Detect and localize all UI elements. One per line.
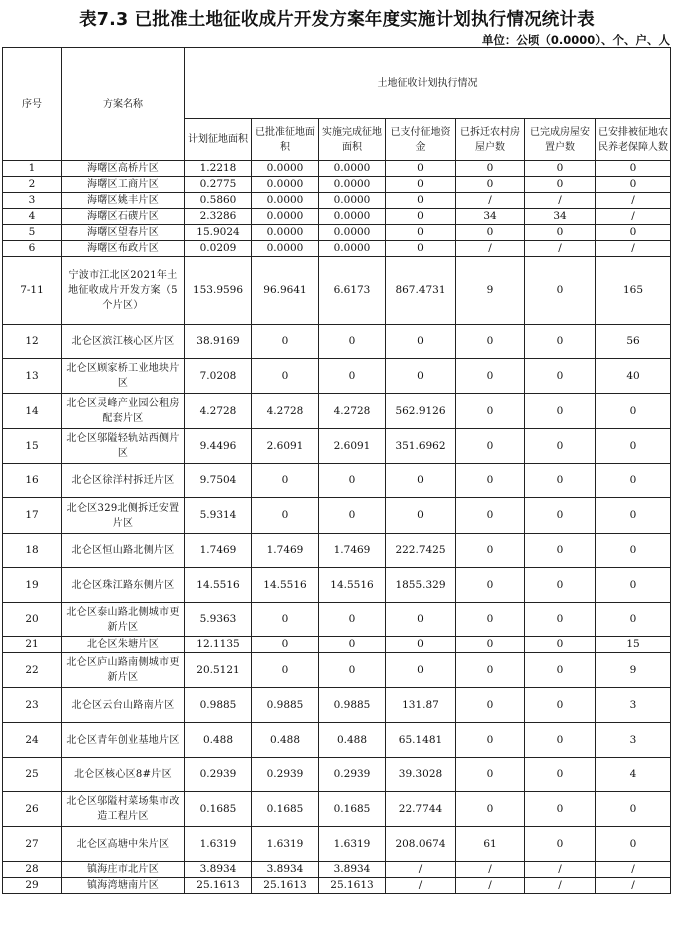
row-value: / xyxy=(596,209,671,225)
row-value: 0 xyxy=(456,225,525,241)
row-value: 0 xyxy=(456,177,525,193)
row-value: 0 xyxy=(596,177,671,193)
row-value: 0 xyxy=(456,637,525,653)
row-seq: 3 xyxy=(3,193,62,209)
header-col-1: 已批准征地面积 xyxy=(252,119,319,161)
row-value: 9.4496 xyxy=(185,429,252,464)
row-value: 3.8934 xyxy=(319,862,386,878)
row-value: 0 xyxy=(525,225,596,241)
row-value: 0.0000 xyxy=(252,241,319,257)
row-value: 0.0000 xyxy=(319,209,386,225)
row-value: 6.6173 xyxy=(319,257,386,325)
row-value: 0 xyxy=(456,325,525,359)
page-title: 表7.3 已批准土地征收成片开发方案年度实施计划执行情况统计表 xyxy=(79,10,595,30)
row-value: 0 xyxy=(252,325,319,359)
table-row xyxy=(3,498,671,534)
row-value: 4.2728 xyxy=(252,394,319,429)
row-value: 0 xyxy=(596,225,671,241)
table-row xyxy=(3,359,671,394)
row-value: 15.9024 xyxy=(185,225,252,241)
header-col-4: 已拆迁农村房屋户数 xyxy=(456,119,525,161)
row-value: 0.0000 xyxy=(252,193,319,209)
row-value: 65.1481 xyxy=(386,723,456,758)
row-value: / xyxy=(596,241,671,257)
row-value: 0 xyxy=(456,534,525,568)
row-value: 0.488 xyxy=(185,723,252,758)
row-value: / xyxy=(596,878,671,894)
row-seq: 17 xyxy=(3,498,62,534)
row-value: 0 xyxy=(525,758,596,792)
row-name: 北仑区珠江路东侧片区 xyxy=(62,568,185,603)
row-value: 0.0209 xyxy=(185,241,252,257)
row-value: 0 xyxy=(252,603,319,637)
table-row xyxy=(3,653,671,688)
row-value: 0 xyxy=(525,359,596,394)
header-col-5: 已完成房屋安置户数 xyxy=(525,119,596,161)
row-value: 0 xyxy=(319,498,386,534)
row-value: 38.9169 xyxy=(185,325,252,359)
row-value: 34 xyxy=(525,209,596,225)
row-value: 0 xyxy=(386,241,456,257)
row-value: 867.4731 xyxy=(386,257,456,325)
row-value: 5.9363 xyxy=(185,603,252,637)
row-seq: 4 xyxy=(3,209,62,225)
row-name: 北仑区庐山路南侧城市更新片区 xyxy=(62,653,185,688)
table-row xyxy=(3,429,671,464)
row-value: 0 xyxy=(252,359,319,394)
table-row xyxy=(3,688,671,723)
row-value: 0 xyxy=(525,429,596,464)
row-seq: 29 xyxy=(3,878,62,894)
row-value: 2.6091 xyxy=(319,429,386,464)
row-value: 0 xyxy=(525,534,596,568)
row-value: 25.1613 xyxy=(185,878,252,894)
row-value: 12.1135 xyxy=(185,637,252,653)
row-value: 0 xyxy=(386,225,456,241)
row-seq: 5 xyxy=(3,225,62,241)
row-value: 0.2775 xyxy=(185,177,252,193)
table-body xyxy=(3,161,671,894)
row-value: 0 xyxy=(386,161,456,177)
row-value: 1855.329 xyxy=(386,568,456,603)
row-value: 0.0000 xyxy=(319,161,386,177)
table-row xyxy=(3,637,671,653)
row-value: 0.0000 xyxy=(319,177,386,193)
table-row xyxy=(3,177,671,193)
row-value: 351.6962 xyxy=(386,429,456,464)
row-value: 7.0208 xyxy=(185,359,252,394)
row-value: 0.0000 xyxy=(252,225,319,241)
row-value: 0 xyxy=(596,498,671,534)
row-value: 0.1685 xyxy=(319,792,386,827)
row-value: 0 xyxy=(252,464,319,498)
row-name: 镇海湾塘南片区 xyxy=(62,878,185,894)
row-name: 北仑区泰山路北侧城市更新片区 xyxy=(62,603,185,637)
row-value: / xyxy=(456,193,525,209)
row-value: 0 xyxy=(386,359,456,394)
row-name: 北仑区邬隘村菜场集市改造工程片区 xyxy=(62,792,185,827)
row-seq: 1 xyxy=(3,161,62,177)
row-value: 1.2218 xyxy=(185,161,252,177)
row-name: 北仑区灵峰产业园公租房配套片区 xyxy=(62,394,185,429)
table-row xyxy=(3,325,671,359)
row-value: 0.2939 xyxy=(252,758,319,792)
row-value: 0 xyxy=(525,325,596,359)
row-value: 0 xyxy=(252,653,319,688)
row-value: 0 xyxy=(596,161,671,177)
header-name: 方案名称 xyxy=(62,48,185,161)
row-value: 25.1613 xyxy=(319,878,386,894)
row-value: 9.7504 xyxy=(185,464,252,498)
row-value: 0.2939 xyxy=(319,758,386,792)
row-value: 9 xyxy=(596,653,671,688)
row-name: 海曙区望春片区 xyxy=(62,225,185,241)
row-value: 0 xyxy=(319,464,386,498)
row-name: 北仑区徐洋村拆迁片区 xyxy=(62,464,185,498)
row-value: 153.9596 xyxy=(185,257,252,325)
row-value: 0 xyxy=(456,161,525,177)
row-name: 宁波市江北区2021年土地征收成片开发方案（5个片区） xyxy=(62,257,185,325)
table-row xyxy=(3,464,671,498)
row-value: / xyxy=(525,241,596,257)
row-value: 14.5516 xyxy=(319,568,386,603)
row-value: 0 xyxy=(525,653,596,688)
row-value: 1.7469 xyxy=(252,534,319,568)
row-seq: 20 xyxy=(3,603,62,637)
row-seq: 27 xyxy=(3,827,62,862)
table-row xyxy=(3,792,671,827)
row-value: 0 xyxy=(456,792,525,827)
header-group: 土地征收计划执行情况 xyxy=(185,48,671,119)
row-name: 北仑区滨江核心区片区 xyxy=(62,325,185,359)
row-value: 0 xyxy=(319,325,386,359)
row-value: 0 xyxy=(525,394,596,429)
header-col-0: 计划征地面积 xyxy=(185,119,252,161)
row-value: 0 xyxy=(319,637,386,653)
table-row xyxy=(3,758,671,792)
table-row xyxy=(3,862,671,878)
row-value: 1.6319 xyxy=(319,827,386,862)
row-name: 北仑区邬隘轻轨站西侧片区 xyxy=(62,429,185,464)
row-value: / xyxy=(456,878,525,894)
row-value: 0 xyxy=(596,568,671,603)
row-value: 9 xyxy=(456,257,525,325)
row-value: 0 xyxy=(386,464,456,498)
header-seq: 序号 xyxy=(3,48,62,161)
row-value: 0 xyxy=(596,464,671,498)
row-seq: 23 xyxy=(3,688,62,723)
row-value: 0.2939 xyxy=(185,758,252,792)
table-row xyxy=(3,827,671,862)
row-value: 1.6319 xyxy=(185,827,252,862)
row-value: 0 xyxy=(386,209,456,225)
row-value: 0 xyxy=(525,792,596,827)
row-value: / xyxy=(456,862,525,878)
row-value: 22.7744 xyxy=(386,792,456,827)
row-value: / xyxy=(525,862,596,878)
row-seq: 26 xyxy=(3,792,62,827)
row-name: 镇海庄市北片区 xyxy=(62,862,185,878)
row-name: 海曙区石碶片区 xyxy=(62,209,185,225)
row-value: 0 xyxy=(252,637,319,653)
row-value: 2.3286 xyxy=(185,209,252,225)
row-seq: 7-11 xyxy=(3,257,62,325)
row-value: 0 xyxy=(525,723,596,758)
row-seq: 24 xyxy=(3,723,62,758)
row-seq: 16 xyxy=(3,464,62,498)
row-value: 1.7469 xyxy=(185,534,252,568)
table-row xyxy=(3,394,671,429)
row-seq: 21 xyxy=(3,637,62,653)
row-value: 0 xyxy=(252,498,319,534)
statistics-table xyxy=(2,47,671,894)
row-value: / xyxy=(456,241,525,257)
row-value: 0 xyxy=(456,568,525,603)
table-row xyxy=(3,603,671,637)
header-col-6: 已安排被征地农民养老保障人数 xyxy=(596,119,671,161)
header-col-3: 已支付征地资金 xyxy=(386,119,456,161)
row-value: 0 xyxy=(319,653,386,688)
row-value: 0 xyxy=(525,498,596,534)
row-value: / xyxy=(386,878,456,894)
row-name: 北仑区青年创业基地片区 xyxy=(62,723,185,758)
row-value: 0 xyxy=(596,827,671,862)
row-value: 56 xyxy=(596,325,671,359)
row-name: 北仑区恒山路北侧片区 xyxy=(62,534,185,568)
row-name: 北仑区顾家桥工业地块片区 xyxy=(62,359,185,394)
row-value: 0.488 xyxy=(319,723,386,758)
table-row xyxy=(3,225,671,241)
row-value: 0 xyxy=(456,758,525,792)
row-value: 0.488 xyxy=(252,723,319,758)
row-seq: 2 xyxy=(3,177,62,193)
row-value: 0.0000 xyxy=(252,209,319,225)
row-value: 0 xyxy=(456,394,525,429)
table-row xyxy=(3,241,671,257)
row-value: 1.6319 xyxy=(252,827,319,862)
row-name: 海曙区姚丰片区 xyxy=(62,193,185,209)
row-name: 北仑区云台山路南片区 xyxy=(62,688,185,723)
row-value: 0 xyxy=(386,193,456,209)
row-value: 0 xyxy=(386,653,456,688)
row-value: 3.8934 xyxy=(185,862,252,878)
row-name: 北仑区核心区8#片区 xyxy=(62,758,185,792)
row-value: 0 xyxy=(596,394,671,429)
row-value: 165 xyxy=(596,257,671,325)
row-value: 0 xyxy=(386,177,456,193)
row-value: 0 xyxy=(456,429,525,464)
row-value: 0 xyxy=(456,723,525,758)
row-value: 4 xyxy=(596,758,671,792)
row-value: 0 xyxy=(386,325,456,359)
row-value: 34 xyxy=(456,209,525,225)
row-value: 0.0000 xyxy=(319,225,386,241)
row-name: 北仑区329北侧拆迁安置片区 xyxy=(62,498,185,534)
table-row xyxy=(3,193,671,209)
row-seq: 13 xyxy=(3,359,62,394)
row-value: 0 xyxy=(525,464,596,498)
row-value: 0 xyxy=(596,603,671,637)
row-seq: 15 xyxy=(3,429,62,464)
row-value: 4.2728 xyxy=(185,394,252,429)
row-value: / xyxy=(525,878,596,894)
row-value: 96.9641 xyxy=(252,257,319,325)
table-row xyxy=(3,534,671,568)
row-value: 0.0000 xyxy=(252,177,319,193)
row-value: 0 xyxy=(596,534,671,568)
row-value: 4.2728 xyxy=(319,394,386,429)
row-value: 0 xyxy=(319,359,386,394)
row-value: 0 xyxy=(456,653,525,688)
table-row xyxy=(3,161,671,177)
row-value: 0 xyxy=(525,161,596,177)
row-seq: 12 xyxy=(3,325,62,359)
row-value: 222.7425 xyxy=(386,534,456,568)
row-value: 0.0000 xyxy=(319,193,386,209)
row-value: / xyxy=(596,193,671,209)
row-value: 15 xyxy=(596,637,671,653)
unit-note: 单位：公顷（0.0000）、个、户、人 xyxy=(481,33,670,47)
row-value: 0 xyxy=(319,603,386,637)
row-value: 0 xyxy=(596,429,671,464)
row-value: 3 xyxy=(596,723,671,758)
row-value: 0.5860 xyxy=(185,193,252,209)
row-value: 40 xyxy=(596,359,671,394)
row-seq: 19 xyxy=(3,568,62,603)
row-value: 20.5121 xyxy=(185,653,252,688)
table-row xyxy=(3,878,671,894)
row-value: 0 xyxy=(456,464,525,498)
row-value: / xyxy=(386,862,456,878)
row-value: 61 xyxy=(456,827,525,862)
row-seq: 14 xyxy=(3,394,62,429)
row-value: 14.5516 xyxy=(185,568,252,603)
table-row xyxy=(3,723,671,758)
row-value: 0.0000 xyxy=(319,241,386,257)
row-value: 208.0674 xyxy=(386,827,456,862)
row-value: 25.1613 xyxy=(252,878,319,894)
row-value: 0 xyxy=(525,568,596,603)
row-name: 海曙区工商片区 xyxy=(62,177,185,193)
row-value: / xyxy=(596,862,671,878)
row-name: 北仑区朱塘片区 xyxy=(62,637,185,653)
row-name: 海曙区布政片区 xyxy=(62,241,185,257)
row-value: 1.7469 xyxy=(319,534,386,568)
row-value: 562.9126 xyxy=(386,394,456,429)
row-seq: 22 xyxy=(3,653,62,688)
row-value: 0 xyxy=(456,603,525,637)
row-value: 0 xyxy=(525,827,596,862)
row-value: 5.9314 xyxy=(185,498,252,534)
row-value: 0 xyxy=(386,637,456,653)
row-seq: 28 xyxy=(3,862,62,878)
row-value: 0 xyxy=(386,603,456,637)
row-value: 0.1685 xyxy=(252,792,319,827)
row-seq: 25 xyxy=(3,758,62,792)
row-value: 0.9885 xyxy=(185,688,252,723)
row-value: 0 xyxy=(456,688,525,723)
row-name: 北仑区高塘中朱片区 xyxy=(62,827,185,862)
row-value: 0 xyxy=(525,177,596,193)
row-value: 3 xyxy=(596,688,671,723)
row-value: 0.1685 xyxy=(185,792,252,827)
row-value: 0 xyxy=(386,498,456,534)
row-value: 0 xyxy=(525,637,596,653)
row-seq: 18 xyxy=(3,534,62,568)
row-value: 131.87 xyxy=(386,688,456,723)
row-value: 0 xyxy=(525,688,596,723)
table-row xyxy=(3,568,671,603)
row-value: 0 xyxy=(456,359,525,394)
row-name: 海曙区高桥片区 xyxy=(62,161,185,177)
row-value: 0 xyxy=(456,498,525,534)
row-value: 0.9885 xyxy=(252,688,319,723)
table-row xyxy=(3,257,671,325)
row-value: 0 xyxy=(596,792,671,827)
row-value: 0.9885 xyxy=(319,688,386,723)
row-value: 39.3028 xyxy=(386,758,456,792)
row-seq: 6 xyxy=(3,241,62,257)
table-row xyxy=(3,209,671,225)
row-value: 14.5516 xyxy=(252,568,319,603)
row-value: 0 xyxy=(525,603,596,637)
row-value: 2.6091 xyxy=(252,429,319,464)
header-col-2: 实施完成征地面积 xyxy=(319,119,386,161)
row-value: 0.0000 xyxy=(252,161,319,177)
row-value: 3.8934 xyxy=(252,862,319,878)
row-value: 0 xyxy=(525,257,596,325)
row-value: / xyxy=(525,193,596,209)
